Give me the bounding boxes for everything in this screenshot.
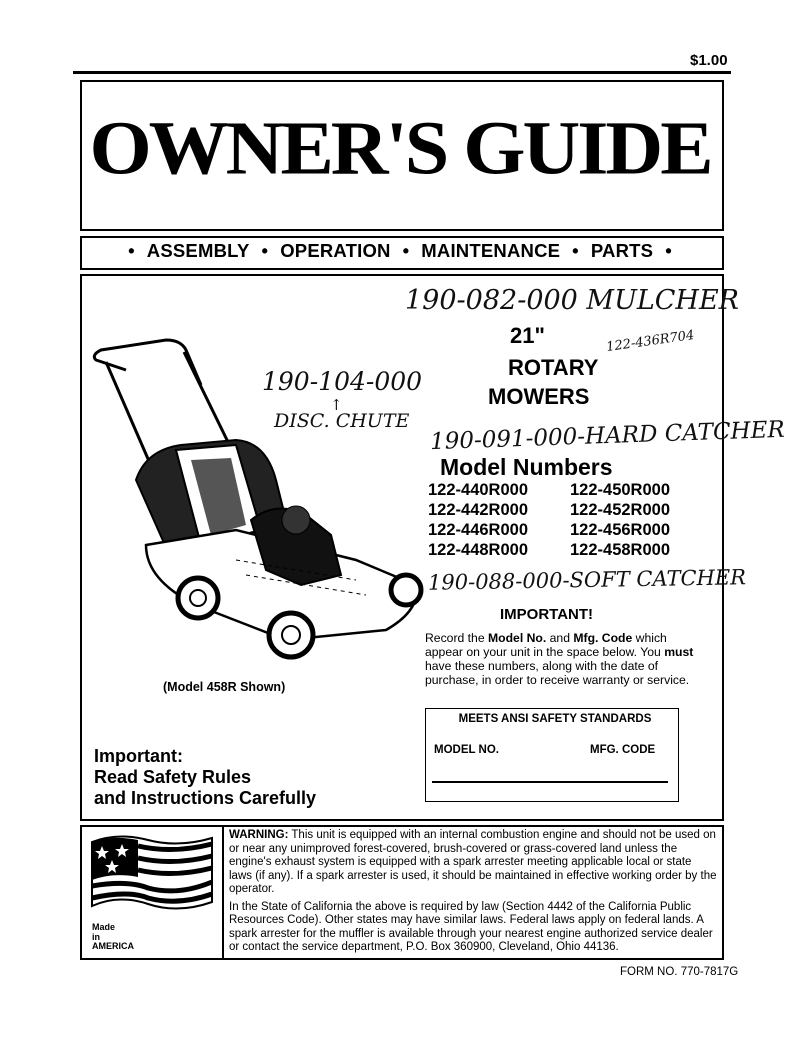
safety-notice <box>94 746 316 809</box>
model-number: 122-450R000 <box>570 481 670 499</box>
model-number: 122-448R000 <box>428 541 528 559</box>
form-number: FORM NO. 770-7817G <box>620 966 739 978</box>
section-maintenance: MAINTENANCE <box>421 240 561 261</box>
bullet: • <box>402 240 410 261</box>
handwritten-disc-chute-label: DISC. CHUTE <box>274 410 410 432</box>
bullet: • <box>128 240 135 261</box>
image-caption: (Model 458R Shown) <box>163 680 286 694</box>
mower-type-line1: ROTARY <box>508 355 599 380</box>
model-entry-line <box>432 781 668 783</box>
bullet: • <box>665 240 672 261</box>
mower-type-line2: MOWERS <box>488 384 590 409</box>
american-flag-icon <box>88 832 216 922</box>
model-no-label: MODEL NO. <box>434 744 499 756</box>
page-title: OWNER'S GUIDE <box>89 107 711 191</box>
safety-notice-line: Important: <box>94 746 183 766</box>
mfg-code-label: MFG. CODE <box>590 744 656 756</box>
arrow-up-icon: ↑ <box>330 396 343 414</box>
section-band <box>82 240 718 262</box>
handwritten-model-note: 122-436R704 <box>605 327 696 356</box>
handwritten-disc-chute-part: 190-104-000 <box>262 367 423 396</box>
important-text: Record the Model No. and Mfg. Code which appear on your unit in the space below. You must have these numbers, along with the date of purchase, in order to receive warranty or service. <box>425 631 694 687</box>
handwritten-mulcher-note: 190-082-000 MULCHER <box>405 285 740 316</box>
model-number: 122-446R000 <box>428 521 528 539</box>
section-operation: OPERATION <box>280 240 391 261</box>
model-number: 122-452R000 <box>570 501 670 519</box>
model-number: 122-456R000 <box>570 521 670 539</box>
made-in-america: Made in AMERICA <box>92 922 134 951</box>
model-number: 122-458R000 <box>570 541 670 559</box>
warning-divider <box>222 827 224 958</box>
model-number: 122-440R000 <box>428 481 528 499</box>
top-rule <box>73 71 731 74</box>
model-numbers-title: Model Numbers <box>440 454 613 480</box>
warning-label: WARNING: <box>229 829 289 841</box>
safety-notice-line: and Instructions Carefully <box>94 788 317 808</box>
section-assembly: ASSEMBLY <box>146 240 250 261</box>
mower-size: 21" <box>510 323 545 348</box>
price: $1.00 <box>690 52 728 69</box>
model-number-list <box>428 481 688 560</box>
bullet: • <box>261 240 269 261</box>
section-parts: PARTS <box>590 240 654 261</box>
model-number: 122-442R000 <box>428 501 528 519</box>
handwritten-hard-catcher-note: 190-091-000-HARD CATCHER <box>429 416 786 456</box>
california-notice: In the State of California the above is required by law (Section 4442 of the California Public Resources Code). Other states may have similar laws. Federal laws apply on federal lands. A spark arrester for the muffler is available through your nearest engine authorized service dealer or contact the service department, P.O. Box 360900, Cleveland, Ohio 44136. <box>229 900 713 953</box>
safety-notice-line: Read Safety Rules <box>94 767 252 787</box>
ansi-title: MEETS ANSI SAFETY STANDARDS <box>458 713 652 725</box>
important-title: IMPORTANT! <box>500 606 594 623</box>
warning-text: WARNING: This unit is equipped with an internal combustion engine and should not be used on or near any unimproved forest-covered, brush-covered or grass-covered land unless the engine's exhaust system is equipped with a spark arrester meeting applicable local or state laws (if any). If a spark arrester is used, it should be maintained in effective working order by the operator. In the State of California the above is required by law (Section 4442 of the California Public Resources Code). Other states may have similar laws. Federal laws apply on federal lands. A spark arrester for the muffler is available through your nearest engine authorized service dealer or contact the service department, P.O. Box 360900, Cleveland, Ohio 44136. <box>229 829 717 953</box>
handwritten-soft-catcher-note: 190-088-000-SOFT CATCHER <box>427 565 747 595</box>
bullet: • <box>572 240 579 261</box>
